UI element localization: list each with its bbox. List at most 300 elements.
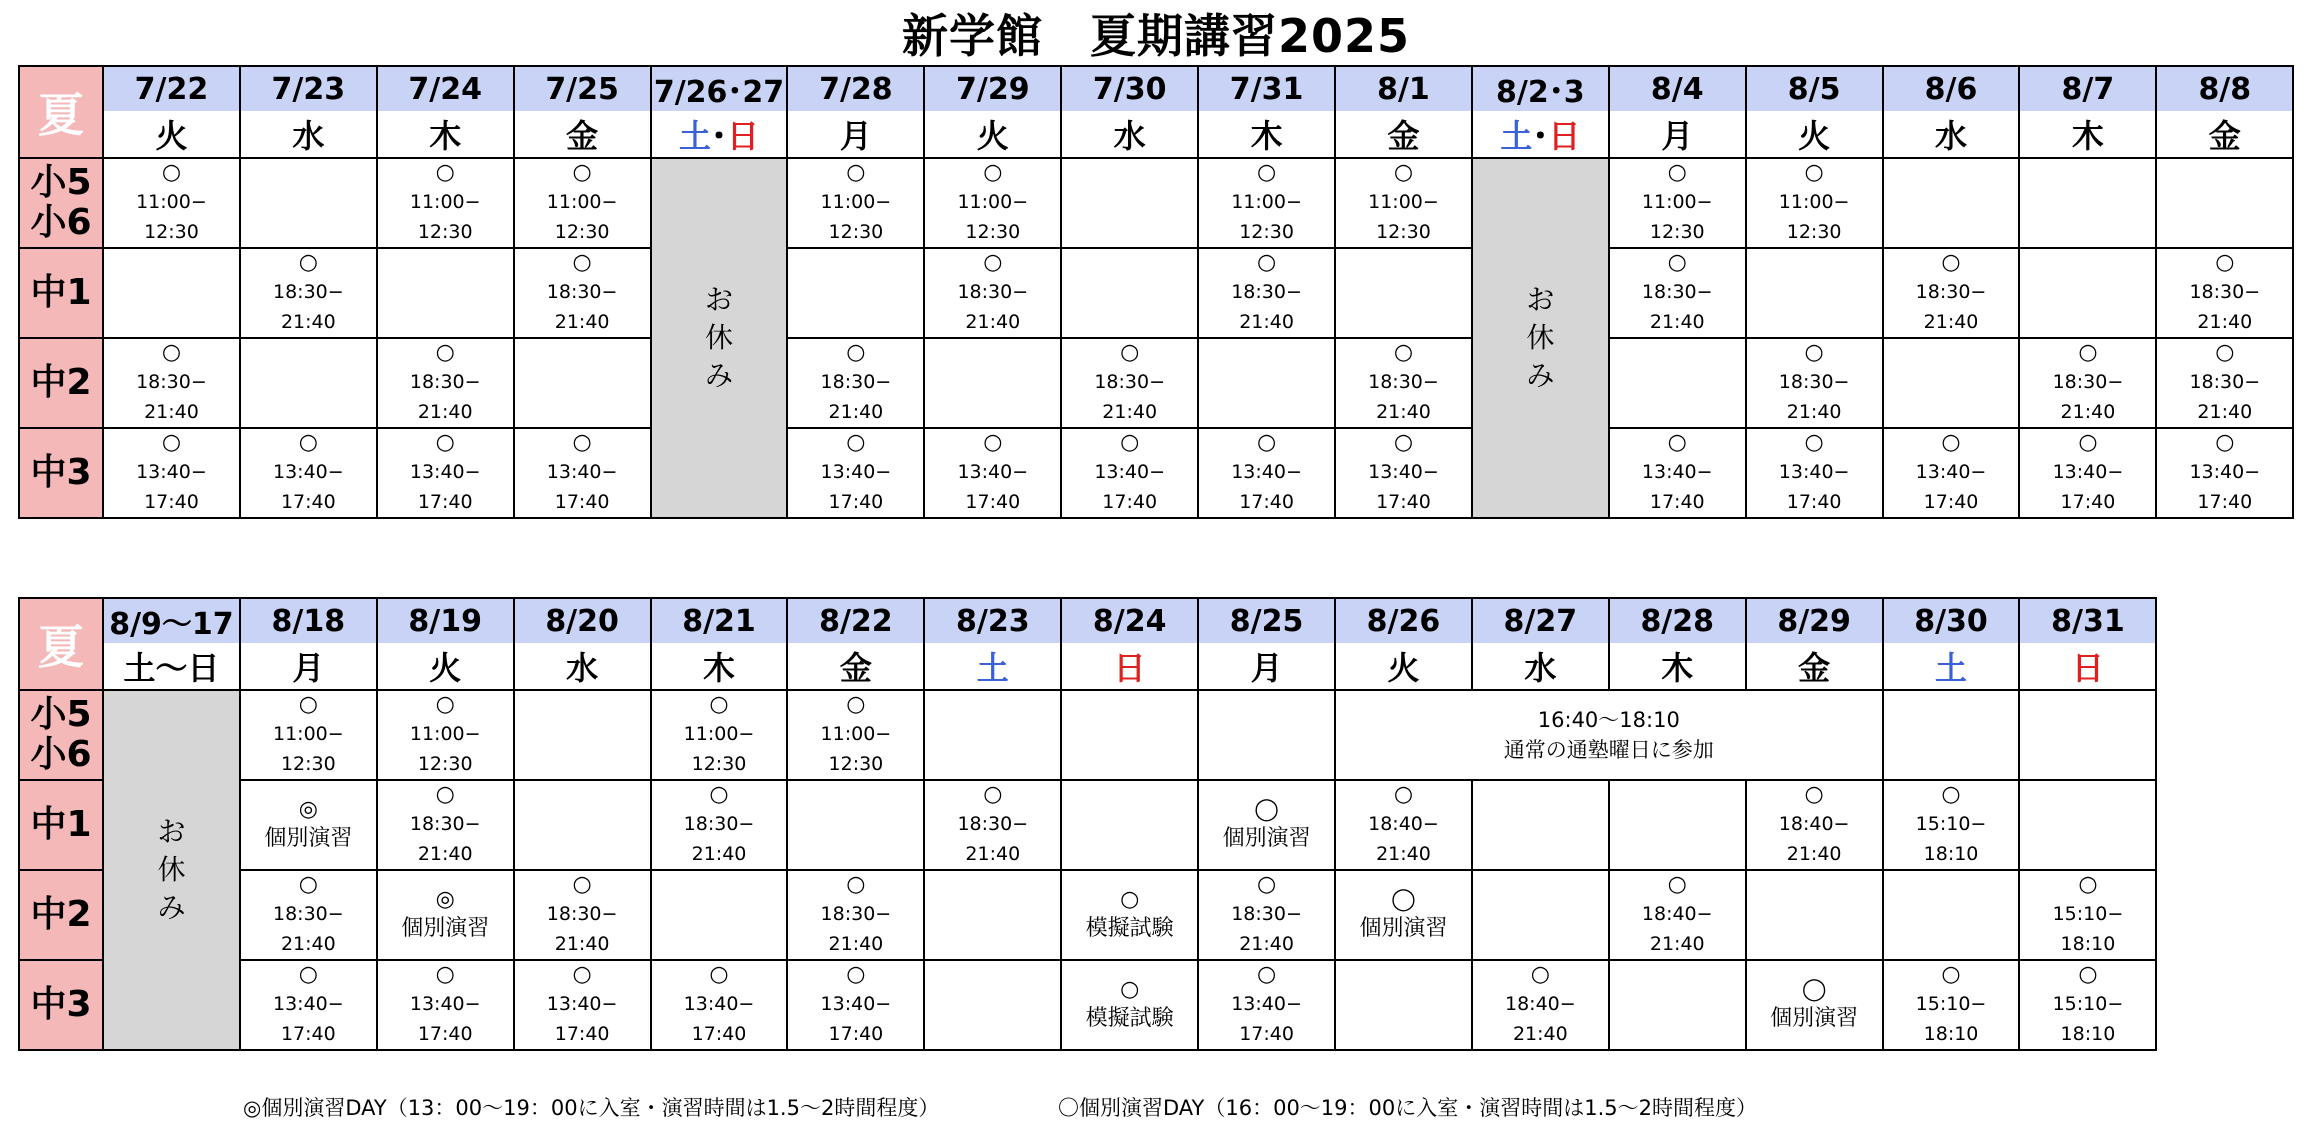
session-entry (925, 159, 1060, 247)
weekday-label: 火 (1387, 649, 1420, 687)
session-entry (652, 961, 787, 1049)
session-end-time: 12:30 (417, 221, 473, 243)
session-entry (1062, 429, 1197, 517)
weekday-label: 日 (1113, 649, 1146, 687)
session-mark: ◎ (298, 797, 318, 822)
session-entry (788, 961, 923, 1049)
schedule-cell (514, 158, 651, 248)
session-start-time: 13:40− (272, 461, 344, 483)
session-entry (1884, 961, 2019, 1049)
grade-row (19, 960, 2156, 1050)
schedule-cell (924, 690, 1061, 780)
session-entry (378, 339, 513, 427)
session-entry (1199, 249, 1334, 337)
schedule-cell (1061, 428, 1198, 518)
session-mark: ○ (983, 782, 1003, 807)
session-mark: ○ (2215, 340, 2235, 365)
session-entry (241, 796, 376, 854)
session-start-time: 11:00− (1231, 191, 1302, 213)
session-end-time: 21:40 (1923, 311, 1979, 333)
session-start-time: 13:40− (1915, 461, 1987, 483)
schedule-cell (377, 248, 514, 338)
grade-label: 中1 (19, 248, 103, 338)
schedule-cell (1883, 248, 2020, 338)
session-mark: ○ (709, 692, 729, 717)
session-end-time: 21:40 (144, 401, 199, 423)
weekday-label: 金 (566, 117, 599, 155)
session-end-time: 21:40 (691, 843, 747, 865)
schedule-cell (2019, 690, 2156, 780)
session-entry (515, 249, 650, 337)
session-end-time: 21:40 (417, 401, 473, 423)
session-start-time: 18:30− (409, 813, 481, 835)
schedule-cell (1061, 780, 1198, 870)
schedule-cell (787, 960, 924, 1050)
session-start-time: 11:00− (820, 191, 892, 213)
season-corner-label: 夏 (19, 66, 103, 158)
session-note: 模擬試験 (1085, 916, 1174, 941)
session-entry (1610, 249, 1745, 337)
session-start-time: 18:30− (546, 281, 618, 303)
session-end-time: 18:10 (2060, 933, 2116, 955)
schedule-cell (787, 870, 924, 960)
weekday-label: 水 (292, 117, 325, 155)
session-entry (2157, 249, 2292, 337)
session-mark: ○ (161, 430, 182, 455)
session-start-time: 18:30− (1231, 281, 1302, 303)
session-start-time: 18:30− (409, 371, 481, 393)
session-start-time: 18:30− (820, 371, 892, 393)
session-mark: ○ (1393, 430, 1414, 455)
session-mark: ○ (435, 340, 455, 365)
closed-day-cell (103, 690, 240, 1050)
schedule-cell (514, 960, 651, 1050)
session-entry (1747, 781, 1882, 869)
session-entry (515, 159, 650, 247)
schedule-cell (1198, 428, 1335, 518)
session-entry (788, 159, 923, 247)
session-entry (1884, 429, 2019, 517)
schedule-cell (1883, 690, 2020, 780)
schedule-cell (240, 338, 377, 428)
grade-label: 中1 (19, 780, 103, 870)
date-header: 7/29 (924, 66, 1061, 111)
session-end-time: 12:30 (280, 753, 336, 775)
session-start-time: 18:30− (1368, 371, 1439, 393)
session-entry (378, 159, 513, 247)
weekday-label: 火 (155, 117, 188, 155)
schedule-cell (240, 248, 377, 338)
session-start-time: 18:30− (957, 281, 1029, 303)
session-entry (1473, 961, 1608, 1049)
session-mark: ○ (983, 160, 1003, 185)
session-end-time: 12:30 (1239, 221, 1294, 243)
schedule-cell (1883, 428, 2020, 518)
date-header: 7/22 (103, 66, 240, 111)
session-entry (925, 781, 1060, 869)
schedule-cell (377, 870, 514, 960)
weekday-header (1883, 643, 2020, 690)
session-start-time: 13:40− (1231, 993, 1302, 1015)
weekday-label: 火 (429, 649, 462, 687)
schedule-cell (1746, 780, 1883, 870)
session-end-time: 17:40 (1376, 491, 1431, 513)
session-end-time: 17:40 (1102, 491, 1158, 513)
schedule-cell (1609, 338, 1746, 428)
session-entry (378, 691, 513, 779)
schedule-cell (377, 428, 514, 518)
grade-label: 小5 小6 (19, 158, 103, 248)
session-entry (2157, 339, 2292, 427)
schedule-cell (103, 158, 240, 248)
date-header: 8/24 (1061, 598, 1198, 643)
weekday-saturday: 土 (1500, 117, 1533, 155)
grade-row (19, 338, 2293, 428)
session-entry (515, 871, 650, 959)
session-end-time: 17:40 (1923, 491, 1979, 513)
session-entry (925, 429, 1060, 517)
session-end-time: 12:30 (1786, 221, 1842, 243)
session-end-time: 12:30 (965, 221, 1021, 243)
date-header: 8/27 (1472, 598, 1609, 643)
weekday-header (1061, 111, 1198, 158)
schedule-cell (1883, 960, 2020, 1050)
session-end-time: 21:40 (417, 843, 473, 865)
date-header: 8/29 (1746, 598, 1883, 643)
weekday-label: 金 (839, 649, 872, 687)
session-start-time: 18:30− (2189, 371, 2261, 393)
weekday-label: 水 (1524, 649, 1557, 687)
session-start-time: 15:10− (2052, 903, 2124, 925)
session-end-time: 21:40 (1649, 933, 1705, 955)
date-header: 8/26 (1335, 598, 1472, 643)
session-end-time: 21:40 (1786, 401, 1842, 423)
grade-row (19, 690, 2156, 780)
schedule-cell (924, 248, 1061, 338)
date-row (19, 66, 2293, 111)
session-end-time: 17:40 (280, 1023, 336, 1045)
session-entry (378, 781, 513, 869)
schedule-cell (651, 960, 788, 1050)
session-mark: ○ (2078, 430, 2098, 455)
session-start-time: 11:00− (1368, 191, 1439, 213)
session-mark: ○ (1804, 782, 1824, 807)
schedule-cell (1609, 158, 1746, 248)
session-note: 個別演習 (1359, 916, 1448, 941)
session-start-time: 18:30− (1641, 281, 1713, 303)
session-end-time: 21:40 (965, 311, 1021, 333)
session-entry (515, 961, 650, 1049)
session-note: 模擬試験 (1085, 1006, 1174, 1031)
session-entry (1747, 976, 1882, 1034)
schedule-cell (514, 248, 651, 338)
session-start-time: 18:30− (957, 813, 1029, 835)
schedule-cell (787, 338, 924, 428)
session-end-time: 21:40 (554, 311, 610, 333)
session-mark: ○ (572, 872, 592, 897)
schedule-cell (651, 690, 788, 780)
date-header: 8/7 (2019, 66, 2156, 111)
session-mark: ○ (1120, 887, 1140, 912)
session-start-time: 13:40− (820, 461, 892, 483)
schedule-cell (1335, 338, 1472, 428)
date-header: 8/9〜17 (103, 598, 240, 643)
session-end-time: 17:40 (1239, 1023, 1294, 1045)
session-end-time: 21:40 (1239, 311, 1294, 333)
session-entry (788, 691, 923, 779)
session-start-time: 15:10− (2052, 993, 2124, 1015)
weekday-label: 月 (1250, 649, 1283, 687)
schedule-cell (2019, 870, 2156, 960)
weekday-label: 水 (1935, 117, 1968, 155)
weekday-label: 金 (1387, 117, 1420, 155)
session-entry (1884, 781, 2019, 869)
schedule-cell (1335, 960, 1472, 1050)
schedule-cell (787, 690, 924, 780)
weekday-saturday: 土 (678, 117, 711, 155)
session-start-time: 11:00− (957, 191, 1029, 213)
schedule-cell (1198, 780, 1335, 870)
session-start-time: 13:40− (957, 461, 1029, 483)
schedule-cell (514, 338, 651, 428)
schedule-cell (787, 428, 924, 518)
schedule-cell (2156, 248, 2293, 338)
schedule-cell (1883, 870, 2020, 960)
session-start-time: 13:40− (1778, 461, 1850, 483)
schedule-cell (651, 780, 788, 870)
weekday-row (19, 111, 2293, 158)
schedule-cell (1061, 690, 1198, 780)
session-mark: ○ (2215, 430, 2235, 455)
schedule-cell (1609, 870, 1746, 960)
schedule-cell (1472, 870, 1609, 960)
session-mark: ○ (1941, 250, 1961, 275)
schedule-cell (1198, 248, 1335, 338)
closed-label: お 休 み (705, 283, 734, 392)
session-entry (1610, 871, 1745, 959)
schedule-cell (924, 158, 1061, 248)
session-mark: ○ (983, 430, 1003, 455)
session-end-time: 17:40 (1649, 491, 1705, 513)
session-mark: ○ (1393, 160, 1414, 185)
date-header: 8/31 (2019, 598, 2156, 643)
session-end-time: 21:40 (1512, 1023, 1568, 1045)
schedule-cell (924, 428, 1061, 518)
weekday-label: 金 (1798, 649, 1831, 687)
session-start-time: 11:00− (683, 723, 755, 745)
date-header: 8/23 (924, 598, 1061, 643)
weekday-header (1472, 643, 1609, 690)
date-header: 7/24 (377, 66, 514, 111)
weekday-header (514, 111, 651, 158)
weekday-label: 月 (292, 649, 325, 687)
grade-row (19, 870, 2156, 960)
schedule-cell (103, 428, 240, 518)
session-note: 個別演習 (1222, 826, 1311, 851)
weekday-label: 金 (2208, 117, 2241, 155)
session-mark: ○ (161, 160, 182, 185)
session-mark: ○ (298, 872, 318, 897)
schedule-cell (377, 158, 514, 248)
session-entry (652, 781, 787, 869)
session-end-time: 21:40 (554, 933, 610, 955)
schedule-cell (377, 780, 514, 870)
schedule-cell (377, 338, 514, 428)
session-mark: ○ (1256, 160, 1277, 185)
session-entry (1199, 159, 1334, 247)
weekday-header (1335, 111, 1472, 158)
session-mark: ○ (435, 782, 455, 807)
session-mark: ○ (1804, 430, 1824, 455)
schedule-cell (1335, 248, 1472, 338)
session-end-time: 12:30 (1649, 221, 1705, 243)
weekday-header (1883, 111, 2020, 158)
schedule-cell (787, 248, 924, 338)
session-entry (788, 339, 923, 427)
date-header: 8/2･3 (1472, 66, 1609, 111)
schedule-cell (2019, 960, 2156, 1050)
session-entry (1747, 159, 1882, 247)
session-mark: ○ (846, 872, 866, 897)
session-mark: ○ (1120, 340, 1140, 365)
schedule-cell (1472, 780, 1609, 870)
date-header: 8/25 (1198, 598, 1335, 643)
session-start-time: 18:30− (1231, 903, 1302, 925)
session-mark: ○ (2078, 962, 2098, 987)
session-start-time: 11:00− (546, 191, 618, 213)
session-end-time: 21:40 (1239, 933, 1294, 955)
session-mark: ○ (1530, 962, 1550, 987)
schedule-cell (924, 870, 1061, 960)
schedule-cell (2019, 158, 2156, 248)
session-mark: ○ (1256, 872, 1277, 897)
weekday-label: 木 (429, 117, 462, 155)
session-mark: ○ (298, 250, 318, 275)
weekday-header (1746, 111, 1883, 158)
schedule-cell (514, 428, 651, 518)
weekday-header (1609, 111, 1746, 158)
session-entry (652, 691, 787, 779)
session-end-time: 21:40 (1102, 401, 1158, 423)
session-start-time: 18:40− (1368, 813, 1439, 835)
session-entry (788, 429, 923, 517)
session-mark: ○ (1941, 782, 1961, 807)
session-mark: ○ (1941, 430, 1961, 455)
schedule-cell (1746, 428, 1883, 518)
date-header: 8/18 (240, 598, 377, 643)
session-entry (2020, 429, 2155, 517)
session-start-time: 11:00− (820, 723, 892, 745)
schedule-cell (240, 780, 377, 870)
session-end-time: 17:40 (417, 1023, 473, 1045)
session-end-time: 12:30 (691, 753, 747, 775)
session-end-time: 21:40 (1786, 843, 1842, 865)
weekday-label: 木 (1250, 117, 1283, 155)
schedule-cell (2019, 428, 2156, 518)
schedule-cell (1061, 338, 1198, 428)
session-start-time: 11:00− (136, 191, 207, 213)
schedule-cell (1746, 870, 1883, 960)
session-mark: ○ (1667, 430, 1687, 455)
session-mark: ○ (298, 430, 318, 455)
session-start-time: 13:40− (2052, 461, 2124, 483)
session-start-time: 18:30− (1778, 371, 1850, 393)
grade-row (19, 248, 2293, 338)
session-entry (1336, 781, 1471, 869)
session-entry (2020, 871, 2155, 959)
weekday-label: 土 (1935, 649, 1968, 687)
session-start-time: 18:30− (546, 903, 618, 925)
session-end-time: 17:40 (1786, 491, 1842, 513)
closed-day-cell (1472, 158, 1609, 518)
session-mark: ○ (298, 692, 318, 717)
session-mark: ◯ (1801, 977, 1827, 1002)
footer-note-double-circle: ◎個別演習DAY（13：00〜19：00に入室・演習時間は1.5〜2時間程度） (243, 1096, 940, 1120)
weekday-header (2019, 111, 2156, 158)
schedule-cell (924, 780, 1061, 870)
session-end-time: 17:40 (554, 491, 610, 513)
session-start-time: 18:30− (136, 371, 207, 393)
session-mark: ○ (983, 250, 1003, 275)
schedule-cell (240, 960, 377, 1050)
session-entry (104, 339, 239, 427)
session-entry (1199, 871, 1334, 959)
session-start-time: 11:00− (1778, 191, 1850, 213)
schedule-cell (1746, 960, 1883, 1050)
weekday-header (1472, 111, 1609, 158)
schedule-cell (1198, 870, 1335, 960)
weekday-header (1061, 643, 1198, 690)
session-start-time: 13:40− (136, 461, 207, 483)
session-mark: ○ (1120, 430, 1140, 455)
schedule-cell (1335, 428, 1472, 518)
session-entry (1747, 339, 1882, 427)
session-end-time: 12:30 (417, 753, 473, 775)
weekday-label: 火 (976, 117, 1009, 155)
weekday-label: 日 (2071, 649, 2104, 687)
session-entry (1199, 796, 1334, 854)
schedule-cell (1335, 158, 1472, 248)
date-header: 8/6 (1883, 66, 2020, 111)
session-entry (241, 961, 376, 1049)
session-start-time: 13:40− (272, 993, 344, 1015)
grade-row (19, 780, 2156, 870)
grade-label: 中2 (19, 338, 103, 428)
session-mark: ○ (846, 962, 866, 987)
date-header: 7/30 (1061, 66, 1198, 111)
session-entry (1336, 159, 1471, 247)
schedule-cell (2156, 428, 2293, 518)
session-mark: ○ (435, 430, 455, 455)
session-entry (2157, 429, 2292, 517)
session-mark: ○ (709, 962, 729, 987)
schedule-cell (240, 870, 377, 960)
session-entry (241, 429, 376, 517)
session-end-time: 21:40 (828, 933, 884, 955)
schedule-cell (2156, 158, 2293, 248)
date-header: 8/19 (377, 598, 514, 643)
weekday-row (19, 643, 2156, 690)
schedule-cell (1198, 158, 1335, 248)
session-start-time: 15:10− (1915, 813, 1987, 835)
session-start-time: 13:40− (1094, 461, 1166, 483)
schedule-cell (240, 690, 377, 780)
date-header: 7/23 (240, 66, 377, 111)
date-header: 7/31 (1198, 66, 1335, 111)
schedule-cell (1198, 690, 1335, 780)
schedule-cell (1061, 960, 1198, 1050)
session-start-time: 13:40− (409, 993, 481, 1015)
